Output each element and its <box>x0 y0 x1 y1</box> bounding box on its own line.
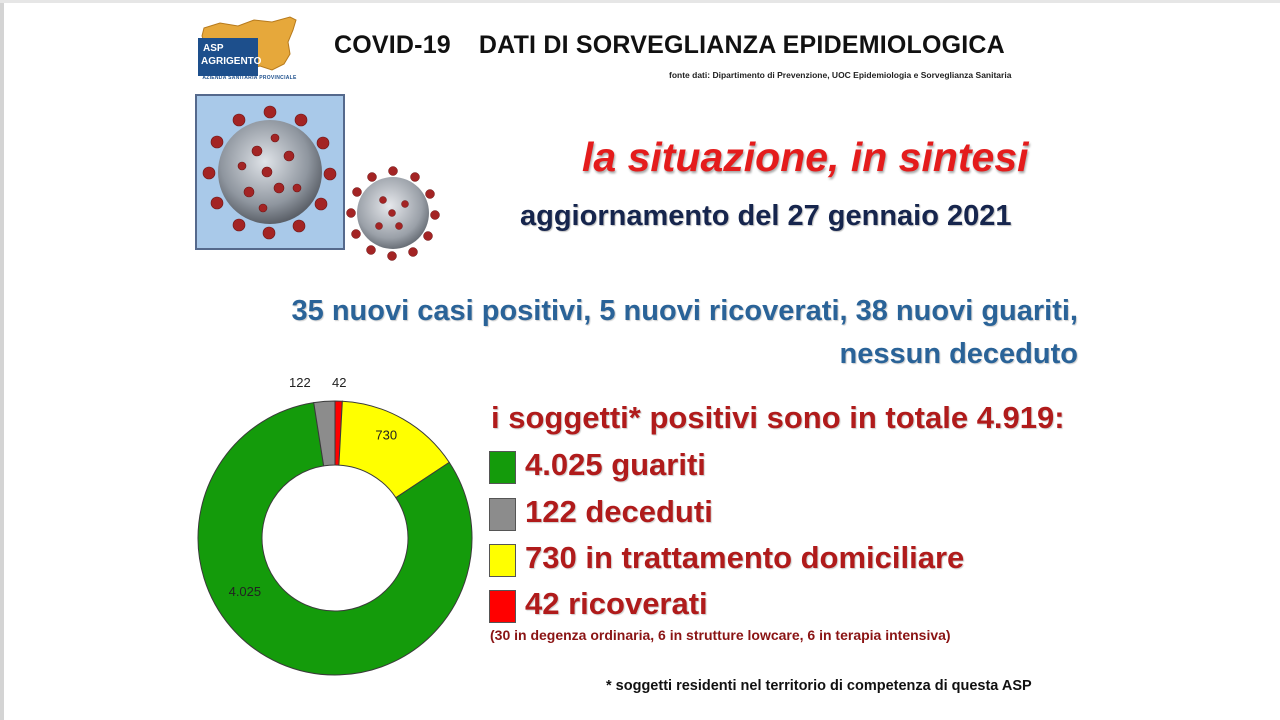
donut-svg <box>196 392 476 687</box>
daily-news <box>292 290 1078 376</box>
legend-text-deceduti: 122 deceduti <box>525 494 713 529</box>
slide-frame-left <box>0 0 4 720</box>
logo-text-asp: ASP <box>203 43 224 54</box>
data-label-ricoverati: 42 <box>332 375 347 390</box>
legend-text-domiciliare: 730 in trattamento domiciliare <box>525 540 965 575</box>
headline: la situazione, in sintesi <box>582 134 1029 180</box>
legend-swatch-domiciliare <box>489 544 516 577</box>
title-covid: COVID-19 <box>334 31 451 59</box>
positives-donut-chart <box>196 392 476 687</box>
legend-swatch-deceduti <box>489 498 516 531</box>
coronavirus-image-small <box>343 160 443 266</box>
hospital-detail: (30 in degenza ordinaria, 6 in strutture lowcare, 6 in terapia intensiva) <box>490 627 951 643</box>
legend-text-guariti: 4.025 guariti <box>525 447 706 482</box>
daily-news-line2: nessun deceduto <box>839 338 1078 370</box>
update-date: aggiornamento del 27 gennaio 2021 <box>520 200 1012 232</box>
legend-swatch-guariti <box>489 451 516 484</box>
data-source-note: fonte dati: Dipartimento di Prevenzione, UOC Epidemiologia e Sorveglianza Sanitaria <box>669 70 1012 80</box>
slide-frame-top <box>0 0 1280 3</box>
logo-text-agrigento: AGRIGENTO <box>201 56 262 67</box>
legend-swatch-ricoverati <box>489 590 516 623</box>
data-label-domiciliare: 730 <box>375 427 398 443</box>
asp-agrigento-logo <box>198 14 301 82</box>
footnote: * soggetti residenti nel territorio di competenza di questa ASP <box>606 678 1032 694</box>
daily-news-line1: 35 nuovi casi positivi, 5 nuovi ricoverati, 38 nuovi guariti, <box>291 295 1078 327</box>
page-title <box>334 31 1005 60</box>
coronavirus-image-large <box>195 94 345 250</box>
total-positives: i soggetti* positivi sono in totale 4.919: <box>491 400 1065 435</box>
data-label-guariti: 4.025 <box>228 583 262 599</box>
title-surveillance: DATI DI SORVEGLIANZA EPIDEMIOLOGICA <box>478 31 1005 59</box>
logo-caption: AZIENDA SANITARIA PROVINCIALE <box>202 75 297 81</box>
data-label-deceduti: 122 <box>289 375 311 390</box>
legend-text-ricoverati: 42 ricoverati <box>525 586 708 621</box>
